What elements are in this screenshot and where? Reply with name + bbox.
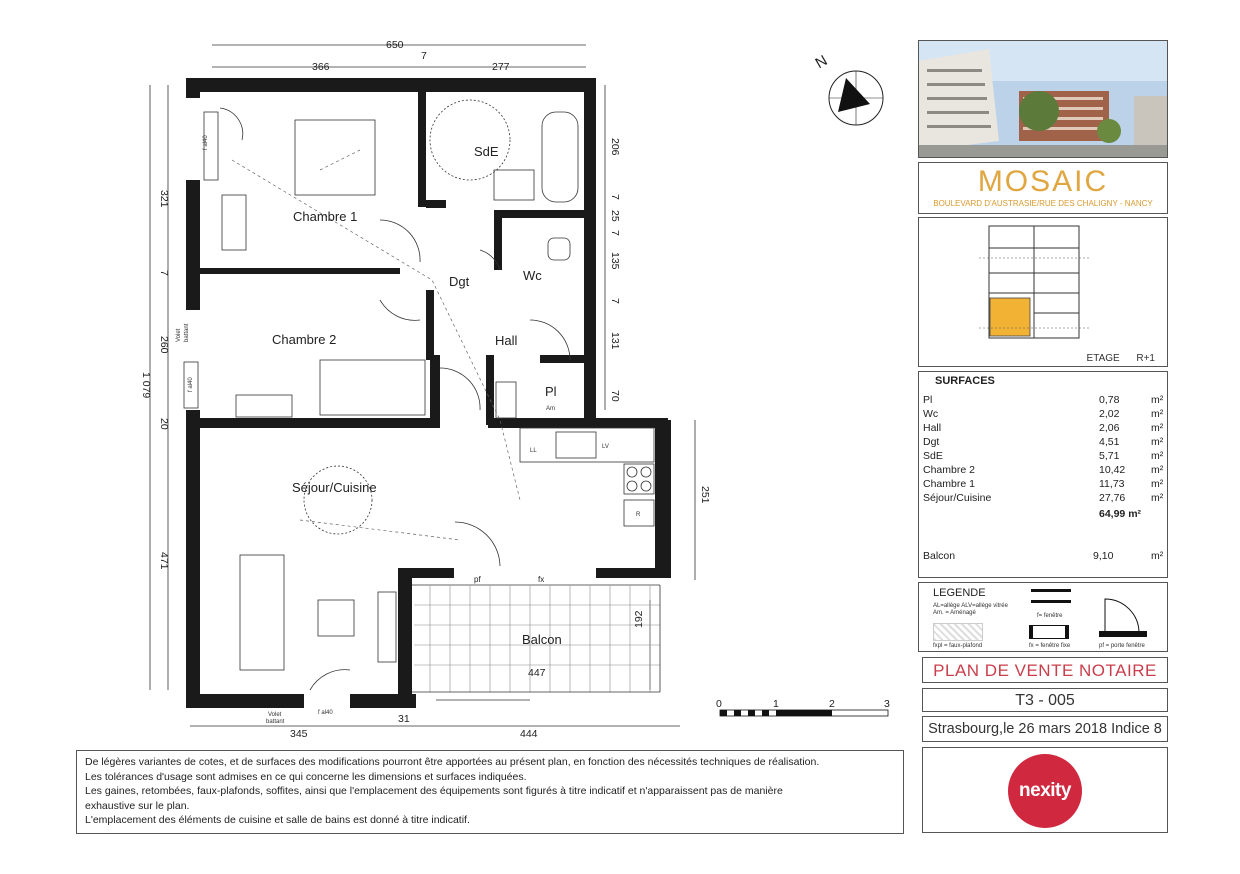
- project-title-box: [918, 162, 1168, 214]
- legend-box: [918, 582, 1168, 652]
- fixture-label-fx: fx: [538, 575, 545, 584]
- legend-line2: Am. = Aménagé: [933, 610, 976, 616]
- surface-name: Pl: [923, 394, 933, 406]
- dim-top-left: 366: [312, 61, 330, 73]
- surface-name: SdE: [923, 450, 943, 462]
- dim-top-total: 650: [386, 39, 404, 51]
- lot-highlight: [990, 298, 1030, 336]
- room-label-chambre2: Chambre 2: [272, 332, 337, 347]
- legend-porte-fenetre: pf = porte fenêtre: [1099, 643, 1145, 649]
- fixture-label-ll: LL: [530, 448, 537, 454]
- dim-balcon-width: 447: [528, 667, 546, 679]
- room-label-wc: Wc: [523, 268, 542, 283]
- dim-bottom-right: 444: [520, 728, 538, 740]
- surface-name: Dgt: [923, 436, 940, 448]
- surface-name: Séjour/Cuisine: [923, 492, 992, 504]
- dim-right-5: 135: [609, 252, 621, 270]
- fixture-label-pf: pf: [474, 575, 481, 584]
- scale-bar: [716, 698, 890, 716]
- surface-unit: m²: [1151, 492, 1164, 504]
- disclaimer-line: L'emplacement des éléments de cuisine et salle de bains est donné à titre indicatif.: [85, 814, 470, 826]
- project-address: BOULEVARD D'AUSTRASIE/RUE DES CHALIGNY - NANCY: [933, 199, 1153, 208]
- compass-label: N: [812, 52, 831, 73]
- fixture-label-fal-3: f al40: [318, 710, 333, 716]
- surface-name: Wc: [923, 408, 939, 420]
- scale-label-1: 1: [773, 698, 779, 710]
- legend-faux-plafond: fxpl = faux-plafond: [933, 643, 983, 649]
- dim-right-2: 7: [609, 194, 621, 200]
- legend-title: LEGENDE: [933, 587, 986, 599]
- dim-right-3: 25: [609, 210, 621, 222]
- dim-bottom-mid: 31: [398, 713, 410, 725]
- fixture-label-fal-1: f al40: [203, 135, 209, 150]
- fixture-label-volet-2b: battant: [266, 719, 285, 725]
- room-label-dgt: Dgt: [449, 274, 470, 289]
- fixture-label-volet-1b: battant: [184, 323, 190, 342]
- scale-label-2: 2: [829, 698, 835, 710]
- dim-right-1: 206: [609, 138, 621, 156]
- surface-name: Chambre 2: [923, 464, 975, 476]
- fixture-label-fal-2: f al40: [188, 377, 194, 392]
- room-label-chambre1: Chambre 1: [293, 209, 358, 224]
- room-label-pl: Pl: [545, 384, 557, 399]
- surface-unit: m²: [1151, 464, 1164, 476]
- compass: [812, 52, 883, 125]
- building-illustration: [919, 41, 1168, 158]
- surface-unit: m²: [1151, 436, 1164, 448]
- surfaces-title: SURFACES: [935, 375, 995, 387]
- legend-fenetre: f= fenêtre: [1037, 613, 1063, 619]
- dim-right-4: 7: [609, 230, 621, 236]
- nexity-logo: nexity: [1008, 754, 1082, 828]
- room-label-hall: Hall: [495, 333, 518, 348]
- surface-unit: m²: [1151, 408, 1164, 420]
- dim-right-7: 131: [609, 332, 621, 350]
- surface-balcon-name: Balcon: [923, 550, 956, 562]
- fixture-label-volet-1: Volet: [176, 328, 182, 342]
- surface-total: 64,99 m²: [1099, 508, 1142, 520]
- surface-value: 4,51: [1099, 436, 1120, 448]
- scale-label-3: 3: [884, 698, 890, 710]
- surface-value: 5,71: [1099, 450, 1120, 462]
- dim-top-mid: 7: [421, 50, 427, 62]
- surface-balcon-row: [923, 550, 1165, 564]
- legend-fenetre-fixe: fx = fenêtre fixe: [1029, 643, 1071, 649]
- disclaimer-line: De légères variantes de cotes, et de surfaces des modifications pourront être apportées au présent plan, en fonction des nécessités techniques de réalisation.: [85, 756, 820, 768]
- key-plan: [918, 217, 1168, 367]
- dim-left-3: 260: [158, 336, 170, 354]
- surface-value: 2,02: [1099, 408, 1120, 420]
- surface-value: 27,76: [1099, 492, 1126, 504]
- dim-left-5: 471: [158, 552, 170, 570]
- surface-value: 2,06: [1099, 422, 1120, 434]
- etage-value: R+1: [1136, 353, 1155, 364]
- dim-left-2: 7: [158, 270, 170, 276]
- surface-row: [923, 464, 1165, 478]
- disclaimer-line: Les gaines, retombées, faux-plafonds, soffites, ainsi que l'emplacement des équipements sont figurés à titre indicatif et n'apparaissent pas de manière: [85, 785, 783, 797]
- surface-row: [923, 478, 1165, 492]
- disclaimer-line: exhaustive sur le plan.: [85, 799, 190, 812]
- fixture-label-volet-2: Volet: [268, 712, 282, 718]
- legend-line1: AL=allège ALV=allège vitrée: [933, 603, 1008, 609]
- fixture-label-am: Am: [546, 406, 555, 412]
- building-photo: [918, 40, 1168, 158]
- surface-row: [923, 436, 1165, 450]
- surface-row: [923, 492, 1165, 506]
- surface-value: 10,42: [1099, 464, 1126, 476]
- room-label-sde: SdE: [474, 144, 499, 159]
- dim-left-1: 321: [158, 190, 170, 208]
- surface-name: Chambre 1: [923, 478, 975, 490]
- surface-row: [923, 422, 1165, 436]
- dim-right-9: 251: [699, 486, 711, 504]
- dim-balcon-depth: 192: [633, 610, 645, 628]
- room-label-sejour: Séjour/Cuisine: [292, 480, 377, 495]
- walls: [186, 78, 671, 708]
- fenetre-fixe-icon: [1029, 625, 1069, 639]
- project-name: MOSAIC: [977, 165, 1109, 198]
- fixture-label-lv: LV: [602, 444, 609, 450]
- date-line: Strasbourg,le 26 mars 2018 Indice 8: [922, 716, 1168, 742]
- surface-unit: m²: [1151, 422, 1164, 434]
- dim-right-8: 70: [609, 390, 621, 402]
- faux-plafond-swatch: [933, 623, 983, 641]
- fixture-label-r: R: [636, 512, 641, 518]
- surface-row: [923, 394, 1165, 408]
- disclaimer-line: Les tolérances d'usage sont admises en ce qui concerne les dimensions et surfaces indiquées.: [85, 770, 527, 783]
- scale-label-0: 0: [716, 698, 722, 710]
- dim-left-4: 20: [158, 418, 170, 430]
- etage-indicator: [1087, 353, 1155, 364]
- dim-left-total: 1 079: [140, 372, 152, 399]
- surface-balcon-value: 9,10: [1093, 550, 1114, 562]
- surface-unit: m²: [1151, 394, 1164, 406]
- plan-title: PLAN DE VENTE NOTAIRE: [922, 657, 1168, 683]
- brand-box: [922, 747, 1168, 833]
- surface-value: 11,73: [1099, 478, 1125, 490]
- room-label-balcon: Balcon: [522, 632, 562, 647]
- dim-right-6: 7: [609, 298, 621, 304]
- porte-fenetre-icon: [1097, 593, 1153, 639]
- surface-balcon-unit: m²: [1151, 550, 1164, 562]
- surface-unit: m²: [1151, 450, 1164, 462]
- surface-row: [923, 450, 1165, 464]
- surface-unit: m²: [1151, 478, 1164, 490]
- disclaimer-box: [76, 750, 904, 834]
- lot-reference: T3 - 005: [922, 688, 1168, 712]
- surfaces-table: [918, 371, 1168, 578]
- dim-bottom-left: 345: [290, 728, 308, 740]
- dim-top-right: 277: [492, 61, 510, 73]
- surface-value: 0,78: [1099, 394, 1120, 406]
- fenetre-icon: [1031, 589, 1071, 603]
- etage-label: ETAGE: [1086, 353, 1120, 364]
- surface-row: [923, 408, 1165, 422]
- surface-total-row: [923, 508, 1165, 522]
- surface-name: Hall: [923, 422, 942, 434]
- key-plan-drawing: [919, 218, 1167, 348]
